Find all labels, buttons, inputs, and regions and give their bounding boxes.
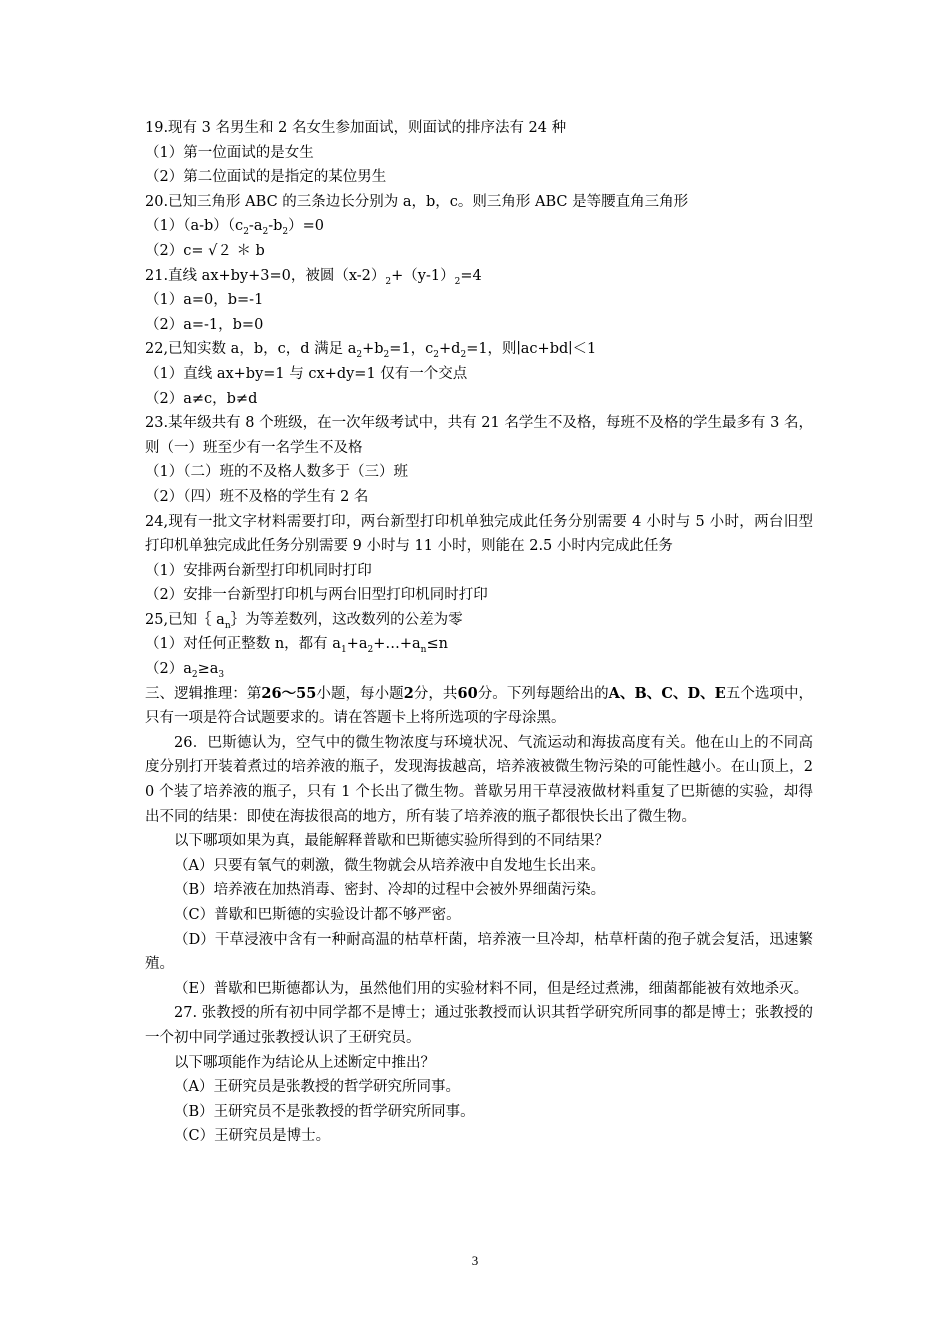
q25-stem: 25,已知｛ $a_n\}$为等差数列，这改数列的公差为零 (145, 611, 463, 631)
q23-stem: 23.某年级共有 8 个班级，在一次年级考试中，共有 21 名学生不及格，每班不及格的学生最多有 3 名，则（一）班至少有一名学生不及格 (145, 415, 813, 456)
q23-condition-2: （2）（四）班不及格的学生有 2 名 (145, 488, 369, 505)
q24-stem: 24,现有一批文字材料需要打印，两台新型打印机单独完成此任务分别需要 4 小时与 5 小时，两台旧型打印机单独完成此任务分别需要 9 小时与 11 小时，则能在 2.5 小时内完成此任务 (145, 513, 813, 555)
q26-option-e: （E）普歇和巴斯德都认为，虽然他们用的实验材料不同，但是经过煮沸，细菌都能被有效地杀灭。 (174, 980, 809, 997)
q26-option-a: （A）只要有氧气的刺激，微生物就会从培养液中自发地生长出来。 (174, 857, 605, 874)
q23-condition-1: （1）（二）班的不及格人数多于（三）班 (145, 464, 408, 481)
q27-stem: 27. 张教授的所有初中同学都不是博士；通过张教授而认识其哲学研究所同事的都是博士；张教授的一个初中同学通过张教授认识了王研究员。 (145, 1005, 813, 1046)
q20-condition-1: $(1)(a-b)(c_2-a_2-b_2)=0$ (145, 218, 324, 238)
q25-condition-1: （1）对任何正整数 n，都有 $a_1+a_2+\dots+a_n\le n$ (145, 636, 448, 656)
q27-question: 以下哪项能作为结论从上述断定中推出？ (174, 1054, 435, 1071)
q20-stem: 20.已知三角形 ABC 的三条边长分别为 a，b，c。则三角形 ABC 是等腰直角三角形 (145, 193, 689, 210)
q25-condition-2: $(2)a_2\ge a_3$ (145, 661, 225, 681)
q26-stem: 26．巴斯德认为，空气中的微生物浓度与环境状况、气流运动和海拔高度有关。他在山上的不同高度分别打开装着煮过的培养液的瓶子，发现海拔越高，培养液被微生物污染的可能性越小。在山顶上，20 个装了培养液的瓶子，只有 1 个长出了微生物。普歇另用干草浸液做材料重复了巴斯德的实验，却得出不同的结果：即使在海拔很高的地方，所有装了培养液的瓶子都很快长出了微生物。 (145, 734, 813, 825)
q27-option-c: （C）王研究员是博士。 (174, 1128, 331, 1145)
q22-condition-1: （1）直线 ax+by=1 与 cx+dy=1 仅有一个交点 (145, 365, 468, 382)
page-content (145, 116, 813, 1149)
q26-option-d: （D）干草浸液中含有一种耐高温的枯草杆菌，培养液一旦冷却，枯草杆菌的孢子就会复活，迅速繁殖。 (145, 931, 813, 973)
q21-condition-2: （2）a=-1，b=0 (145, 316, 264, 333)
q27-option-a: （A）王研究员是张教授的哲学研究所同事。 (174, 1079, 460, 1096)
q21-stem: 21.直线 ax+by+3=0，被圆$(x-2)_2+(y-1)_2=4$ (145, 267, 482, 287)
q19-stem: 19.现有 3 名男生和 2 名女生参加面试，则面试的排序法有 24 种 (145, 120, 567, 136)
q22-condition-2: （2）a≠c，b≠d (145, 390, 258, 407)
q27-option-b: （B）王研究员不是张教授的哲学研究所同事。 (174, 1103, 475, 1120)
q26-option-b: （B）培养液在加热消毒、密封、冷却的过程中会被外界细菌污染。 (174, 882, 606, 899)
q24-condition-1: （1）安排两台新型打印机同时打印 (145, 562, 372, 579)
q21-condition-1: （1）a=0，b=-1 (145, 292, 264, 309)
q24-condition-2: （2）安排一台新型打印机与两台旧型打印机同时打印 (145, 587, 488, 604)
q19-condition-2: （2）第二位面试的是指定的某位男生 (145, 169, 387, 186)
page-number: 3 (471, 1253, 479, 1268)
q26-question: 以下哪项如果为真，最能解释普歇和巴斯德实验所得到的不同结果？ (174, 833, 609, 850)
q19-condition-1: （1）第一位面试的是女生 (145, 144, 314, 161)
q26-option-c: （C）普歇和巴斯德的实验设计都不够严密。 (174, 907, 461, 923)
section-3-instructions: 三、逻辑推理：第26～55小题，每小题2分，共60分。下列每题给出的A、B、C、D、E五个选项中，只有一项是符合试题要求的。请在答题卡上将所选项的字母涂黑。 (145, 684, 814, 727)
q20-condition-2: （2）c= √２ ＊ b (145, 242, 265, 259)
q22-stem: 22,已知实数 a，b，c，d 满足 $a_2+b_2=1$，$c_2+d_2=1$，则∣ac+bd∣＜1 (145, 341, 597, 361)
